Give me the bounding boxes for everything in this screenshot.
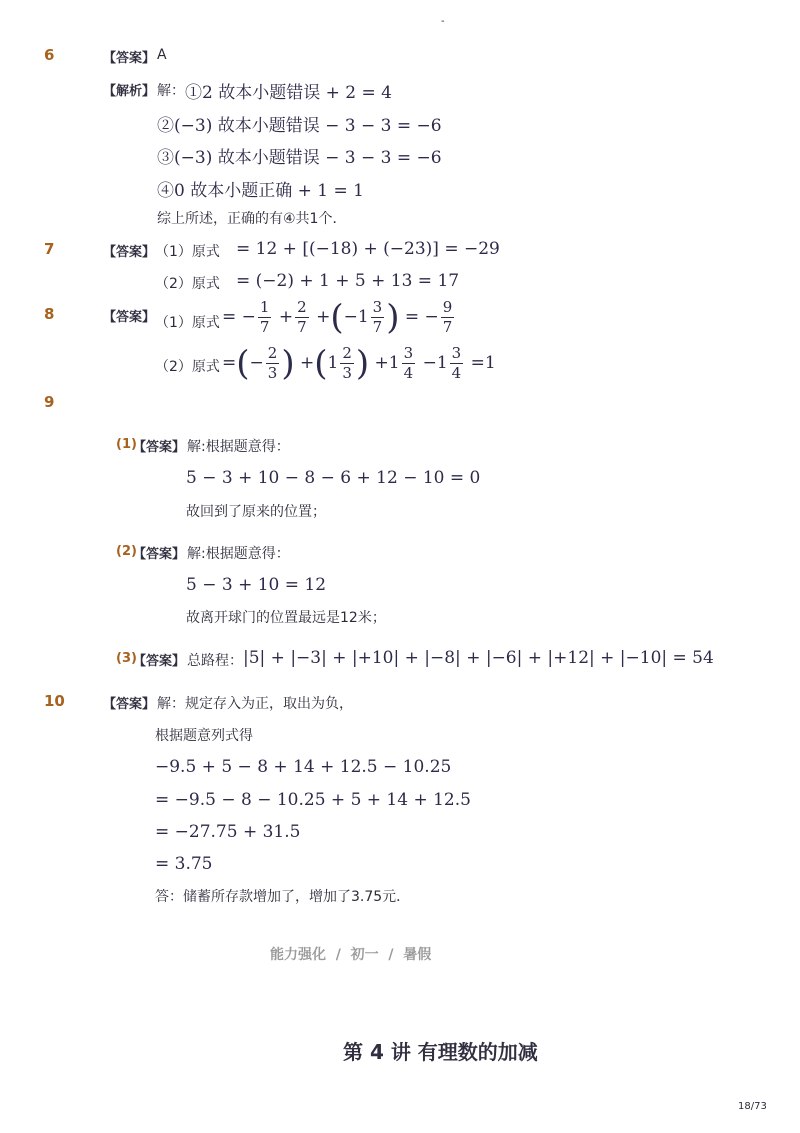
q9-part1-text: 解:根据题意得： [187,439,290,455]
q7-line2-label: （2）原式 [155,276,220,292]
answer-tag-6: 【答案】 [103,51,156,66]
analysis-tag-6: 【解析】 [103,84,156,99]
q10-math-4: = 3.75 [155,854,213,874]
fraction: $\frac{1}{7}$ [259,298,270,336]
q9-part2-conclusion: 故离开球门的位置最远是12米； [186,610,386,626]
q9-part3-math: |5| + |−3| + |+10| + |−8| + |−6| + |+12| + |−10| = 54 [243,648,714,668]
q8-line2-label: （2）原式 [155,359,220,375]
q9-part1-label: (1) [116,437,137,452]
q7-line1-math: = 12 + [(−18) + (−23)] = −29 [236,239,500,259]
q9-part2-text: 解:根据题意得： [187,546,290,562]
q9-part1-math: 5 − 3 + 10 − 8 − 6 + 12 − 10 = 0 [186,468,481,488]
footer-breadcrumb: 能力强化 / 初一 / 暑假 [270,947,432,963]
fraction: $\frac{9}{7}$ [442,298,453,336]
lesson-title: 第 4 讲 有理数的加减 [343,1040,538,1064]
q9-part2-math: 5 − 3 + 10 = 12 [186,575,327,595]
analysis-line-1: ①2 故本小题错误 + 2 = 4 [185,83,392,103]
question-number-9: 9 [44,393,55,411]
fraction: $\frac{2}{3}$ [267,344,278,382]
answer-tag-10: 【答案】 [103,697,156,712]
top-mark: - [441,16,445,27]
page-number: 18/73 [738,1101,767,1112]
fraction: $\frac{3}{4}$ [451,344,462,382]
q8-line2-math: =(− $\frac{2}{3}$ ) +(1 $\frac{2}{3}$ ) +1 $\frac{3}{4}$ −1 $\frac{3}{4}$ =1 [222,343,496,384]
fraction: $\frac{3}{7}$ [372,298,383,336]
fraction: $\frac{3}{4}$ [403,344,414,382]
answer-tag-8: 【答案】 [103,310,156,325]
analysis-prefix-6: 解： [157,83,185,99]
analysis-line-2: ②(−3) 故本小题错误 − 3 − 3 = −6 [157,116,442,136]
answer-tag-7: 【答案】 [103,245,156,260]
q10-answer-line: 答：储蓄所存款增加了，增加了3.75元． [155,889,411,905]
q9-part3-text: 总路程： [187,653,243,669]
q10-math-1: −9.5 + 5 − 8 + 14 + 12.5 − 10.25 [155,757,452,777]
q7-line2-math: = (−2) + 1 + 5 + 13 = 17 [236,271,460,291]
fraction: $\frac{2}{3}$ [342,344,352,382]
q9-part2-tag: 【答案】 [133,547,186,562]
answer-6: A [157,47,167,63]
analysis-line-4: ④0 故本小题正确 + 1 = 1 [157,181,364,201]
question-number-6: 6 [44,46,55,64]
analysis-summary-6: 综上所述，正确的有④共1个． [157,211,347,227]
q10-line1: 解：规定存入为正，取出为负， [157,696,353,712]
q8-line1-label: （1）原式 [155,315,220,331]
q9-part2-label: (2) [116,544,137,559]
q10-math-3: = −27.75 + 31.5 [155,822,301,842]
q9-part3-label: (3) [116,651,137,666]
question-number-10: 10 [44,692,65,710]
q10-math-2: = −9.5 − 8 − 10.25 + 5 + 14 + 12.5 [155,790,471,810]
q7-line1-label: （1）原式 [155,244,220,260]
q10-line2: 根据题意列式得 [155,728,253,744]
q8-line1-math: = − $\frac{1}{7}$ + $\frac{2}{7}$ +(−1 $\frac{3}{7}$ ) = − $\frac{9}{7}$ [222,297,453,338]
question-number-8: 8 [44,305,55,323]
q9-part3-tag: 【答案】 [133,654,186,669]
question-number-7: 7 [44,240,55,258]
q9-part1-tag: 【答案】 [133,440,186,455]
fraction: $\frac{2}{7}$ [297,298,307,336]
q9-part1-conclusion: 故回到了原来的位置； [186,504,326,520]
analysis-line-3: ③(−3) 故本小题错误 − 3 − 3 = −6 [157,148,442,168]
